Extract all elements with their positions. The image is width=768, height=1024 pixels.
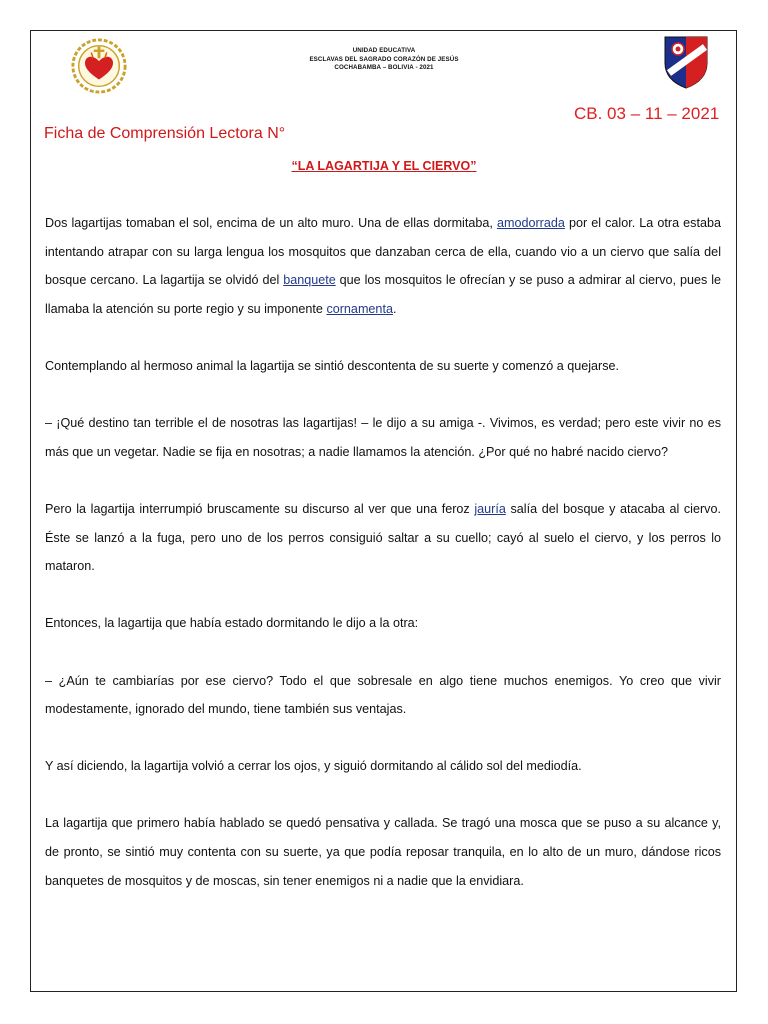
story-title: “LA LAGARTIJA Y EL CIERVO” bbox=[291, 159, 477, 173]
keyword-banquete: banquete bbox=[283, 273, 336, 288]
school-shield-crest-icon bbox=[661, 33, 711, 89]
school-header bbox=[250, 47, 518, 73]
paragraph-2: Contemplando al hermoso animal la lagartija se sintió descontenta de su suerte y comenzó a quejarse. bbox=[45, 358, 620, 373]
school-type: UNIDAD EDUCATIVA bbox=[352, 47, 416, 54]
keyword-cornamenta: cornamenta bbox=[326, 301, 393, 316]
keyword-amodorrada: amodorrada bbox=[496, 216, 565, 230]
paragraph-3: – ¡Qué destino tan terrible el de nosotras las lagartijas! – le dijo a su amiga -. Vivimos, es verdad; pero este vivir no es más que un vegetar. Nadie se fija en nosotras; a nadie llamamos la atención. ¿Por qué no habré nacido ciervo? bbox=[45, 416, 721, 459]
paragraph-1: Dos lagartijas tomaban el sol, encima de un alto muro. Una de ellas dormitaba, amodorrada por el calor. La otra estaba intentando atrapar con su larga lengua los mosquitos que danzaban cerca de ella, cuando vio a un ciervo que salía del bosque cercano. La lagartija se olvidó del banquete que los mosquitos le ofrecían y se puso a admirar al ciervo, pues le llamaba la atención su porte regio y su imponente cornamenta. bbox=[45, 216, 721, 316]
school-location: COCHABAMBA – BOLIVIA - 2021 bbox=[334, 64, 434, 71]
keyword-jauria: jauría bbox=[474, 501, 506, 516]
paragraph-4: Pero la lagartija interrumpió bruscamente su discurso al ver que una feroz jauría salía del bosque y atacaba al ciervo. Éste se lanzó a la fuga, pero uno de los perros consiguió saltar a su cuello; cayó al suelo el ciervo, y los perros lo mataron. bbox=[45, 501, 721, 574]
document-date: CB. 03 – 11 – 2021 bbox=[574, 104, 720, 123]
story-body bbox=[45, 209, 721, 924]
worksheet-label: Ficha de Comprensión Lectora N° bbox=[44, 125, 286, 142]
paragraph-7: Y así diciendo, la lagartija volvió a cerrar los ojos, y siguió dormitando al cálido sol del mediodía. bbox=[45, 759, 582, 774]
paragraph-6: – ¿Aún te cambiarías por ese ciervo? Todo el que sobresale en algo tiene muchos enemigos. Yo creo que vivir modestamente, ignorado del mundo, tiene también sus ventajas. bbox=[45, 673, 721, 717]
paragraph-5: Entonces, la lagartija que había estado dormitando le dijo a la otra: bbox=[45, 616, 419, 631]
sacred-heart-emblem-icon bbox=[70, 37, 128, 95]
school-name: ESCLAVAS DEL SAGRADO CORAZÓN DE JESÚS bbox=[309, 55, 459, 63]
paragraph-8: La lagartija que primero había hablado se quedó pensativa y callada. Se tragó una mosca que se puso a su alcance y, de pronto, se sintió muy contenta con su suerte, ya que podía reposar tranquila, en lo alto de un muro, dándose ricos banquetes de mosquitos y de moscas, sin tener enemigos ni a nadie que la envidiara. bbox=[45, 816, 721, 888]
